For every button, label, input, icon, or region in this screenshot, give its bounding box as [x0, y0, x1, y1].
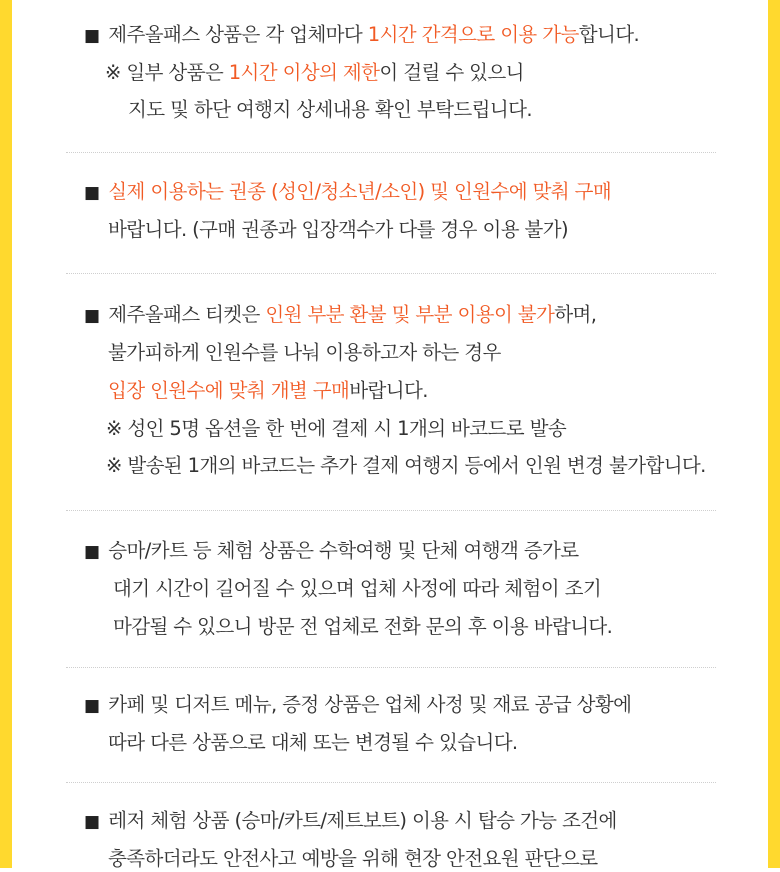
section-divider: [66, 667, 716, 668]
notice-text: 따라 다른 상품으로 대체 또는 변경될 수 있습니다.: [108, 731, 518, 754]
notice-text: 바랍니다. (구매 권종과 입장객수가 다를 경우 이용 불가): [108, 218, 569, 241]
notice-text: 제주올패스 티켓은: [108, 303, 266, 326]
notice-line: [105, 60, 524, 86]
notice-line: [84, 179, 611, 206]
notice-line: [108, 846, 598, 872]
notice-text: 대기 시간이 길어질 수 있으며 업체 사정에 따라 체험이 조기: [113, 577, 602, 600]
notice-text: 충족하더라도 안전사고 예방을 위해 현장 안전요원 판단으로: [108, 847, 598, 870]
notice-line: [108, 217, 568, 243]
section-divider: [66, 510, 716, 511]
notice-text: 합니다.: [578, 23, 640, 46]
right-yellow-border: [768, 0, 780, 868]
notice-line: [108, 730, 518, 756]
notice-text: ※ 일부 상품은: [105, 61, 229, 84]
notice-line: [84, 692, 631, 719]
notice-text: 이 걸릴 수 있으니: [379, 61, 524, 84]
notice-line: [108, 378, 428, 404]
notice-line: [128, 97, 532, 123]
highlight-text: 인원 부분 환불 및 부분 이용이 불가: [265, 303, 555, 326]
highlight-text: 실제 이용하는 권종 (성인/청소년/소인) 및 인원수에 맞춰 구매: [108, 180, 612, 203]
notice-text: ※ 발송된 1개의 바코드는 추가 결제 여행지 등에서 인원 변경 불가합니다.: [106, 454, 706, 477]
notice-line: [84, 808, 617, 835]
notice-line: [106, 453, 706, 479]
square-bullet-icon: ■: [84, 812, 105, 832]
notice-text: 승마/카트 등 체험 상품은 수학여행 및 단체 여행객 증가로: [108, 539, 579, 562]
left-yellow-border: [0, 0, 12, 868]
notice-text: 레저 체험 상품 (승마/카트/제트보트) 이용 시 탑승 가능 조건에: [108, 809, 617, 832]
square-bullet-icon: ■: [84, 542, 105, 562]
highlight-text: 1시간 간격으로 이용 가능: [367, 23, 579, 46]
notice-text: 제주올패스 상품은 각 업체마다: [108, 23, 368, 46]
notice-text: ※ 성인 5명 옵션을 한 번에 결제 시 1개의 바코드로 발송: [106, 417, 567, 440]
square-bullet-icon: ■: [84, 306, 105, 326]
highlight-text: 입장 인원수에 맞춰 개별 구매: [108, 379, 350, 402]
square-bullet-icon: ■: [84, 696, 105, 716]
notice-line: [113, 576, 601, 602]
section-divider: [66, 273, 716, 274]
notice-text: 하며,: [554, 303, 597, 326]
notice-line: [108, 340, 501, 366]
notice-text: 마감될 수 있으니 방문 전 업체로 전화 문의 후 이용 바랍니다.: [113, 615, 613, 638]
notice-line: [84, 22, 639, 49]
highlight-text: 1시간 이상의 제한: [228, 61, 380, 84]
notice-text: 불가피하게 인원수를 나눠 이용하고자 하는 경우: [108, 341, 501, 364]
notice-line: [113, 614, 612, 640]
notice-text: 바랍니다.: [349, 379, 428, 402]
notice-text: 카페 및 디저트 메뉴, 증정 상품은 업체 사정 및 재료 공급 상황에: [108, 693, 632, 716]
square-bullet-icon: ■: [84, 183, 105, 203]
notice-line: [84, 538, 579, 565]
notice-text: 지도 및 하단 여행지 상세내용 확인 부탁드립니다.: [128, 98, 532, 121]
section-divider: [66, 152, 716, 153]
notice-line: [84, 302, 596, 329]
square-bullet-icon: ■: [84, 26, 105, 46]
notice-line: [106, 416, 566, 442]
section-divider: [66, 782, 716, 783]
